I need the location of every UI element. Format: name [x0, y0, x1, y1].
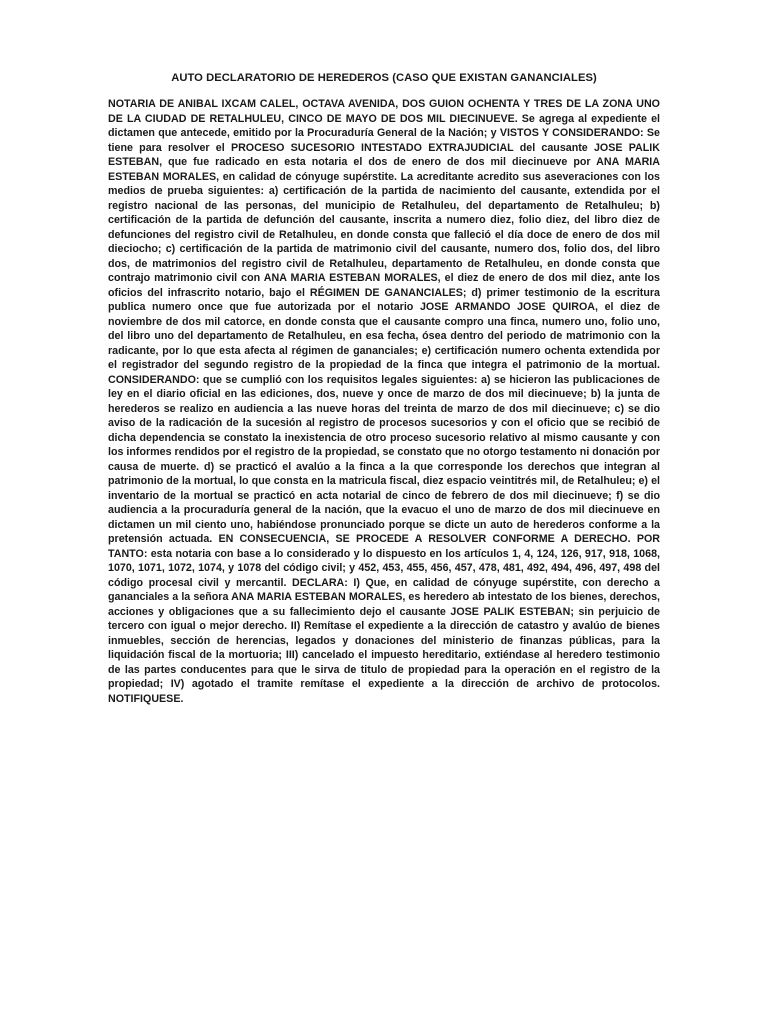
document-body: NOTARIA DE ANIBAL IXCAM CALEL, OCTAVA AVENIDA, DOS GUION OCHENTA Y TRES DE LA ZONA UNO DE LA CIUDAD DE RETALHULEU, CINCO DE MAYO DE DOS MIL DIECINUEVE. Se agrega al expediente el dictamen que antecede, emitido por la Procuraduría General de la Nación; y VISTOS Y CONSIDERANDO: Se tiene para resolver el PROCESO SUCESORIO INTESTADO EXTRAJUDICIAL del causante JOSE PALIK ESTEBAN, que fue radicado en esta notaria el dos de enero de dos mil diecinueve por ANA MARIA ESTEBAN MORALES, en calidad de cónyuge supérstite. La acreditante acredito sus aseveraciones con los medios de prueba siguientes: a) certificación de la partida de nacimiento del causante, extendida por el registro nacional de las personas, del municipio de Retalhuleu, del departamento de Retalhuleu; b) certificación de la partida de defunción del causante, inscrita a numero diez, folio diez, del libro diez de defunciones del registro civil de Retalhuleu, en donde consta que falleció el día doce de enero de dos mil dieciocho; c) certificación de la partida de matrimonio civil del causante, numero dos, folio dos, del libro dos, de matrimonios del registro civil de Retalhuleu, departamento de Retalhuleu, en donde consta que contrajo matrimonio civil con ANA MARIA ESTEBAN MORALES, el diez de enero de dos mil diez, ante los oficios del infrascrito notario, bajo el RÉGIMEN DE GANANCIALES; d) primer testimonio de la escritura publica numero once que fue autorizada por el notario JOSE ARMANDO JOSE QUIROA, el diez de noviembre de dos mil catorce, en donde consta que el causante compro una finca, numero uno, folio uno, del libro uno del departamento de Retalhuleu, en esa fecha, ósea dentro del periodo de matrimonio con la radicante, por lo que esta afecta al régimen de gananciales; e) certificación numero ochenta extendida por el registrador del segundo registro de la propiedad de la finca que integra el patrimonio de la mortual. CONSIDERANDO: que se cumplió con los requisitos legales siguientes: a) se hicieron las publicaciones de ley en el diario oficial en las ediciones, dos, nueve y once de marzo de dos mil diecinueve; b) la junta de herederos se realizo en audiencia a las nueve horas del treinta de marzo de dos mil diecinueve; c) se dio aviso de la radicación de la sucesión al registro de procesos sucesorios y con el oficio que se recibió de dicha dependencia se constato la inexistencia de otro proceso sucesorio relativo al mismo causante y con los informes rendidos por el registro de la propiedad, se constato que no otorgo testamento ni donación por causa de muerte. d) se practicó el avalúo a la finca a la que corresponde los derechos que integran al patrimonio de la mortual, lo que consta en la matricula fiscal, diez espacio veintitrés mil, de Retalhuleu; e) el inventario de la mortual se practicó en acta notarial de cinco de febrero de dos mil diecinueve; f) se dio audiencia a la procuraduría general de la nación, que la evacuo el uno de marzo de dos mil diecinueve en dictamen un mil ciento uno, habiéndose pronunciado porque se dicte un auto de herederos conforme a la pretensión actuada. EN CONSECUENCIA, SE PROCEDE A RESOLVER CONFORME A DERECHO. POR TANTO: esta notaria con base a lo considerado y lo dispuesto en los artículos 1, 4, 124, 126, 917, 918, 1068, 1070, 1071, 1072, 1074, y 1078 del código civil; y 452, 453, 455, 456, 457, 478, 481, 492, 494, 496, 497, 498 del código procesal civil y mercantil. DECLARA: I) Que, en calidad de cónyuge supérstite, con derecho a gananciales a la señora ANA MARIA ESTEBAN MORALES, es heredero ab intestato de los bienes, derechos, acciones y obligaciones que a su fallecimiento dejo el causante JOSE PALIK ESTEBAN; sin perjuicio de tercero con igual o mejor derecho. II) Remítase el expediente a la dirección de catastro y avalúo de bienes inmuebles, sección de herencias, legados y donaciones del ministerio de finanzas públicas, para la liquidación fiscal de la mortuoria; III) cancelado el impuesto hereditario, extiéndase al heredero testimonio de las partes conducentes para que le sirva de titulo de propiedad para la operación en el registro de la propiedad; IV) agotado el tramite remítase el expediente a la dirección de archivo de protocolos. NOTIFIQUESE.: [108, 98, 660, 705]
document-title: AUTO DECLARATORIO DE HEREDEROS (CASO QUE EXISTAN GANANCIALES): [171, 72, 597, 84]
